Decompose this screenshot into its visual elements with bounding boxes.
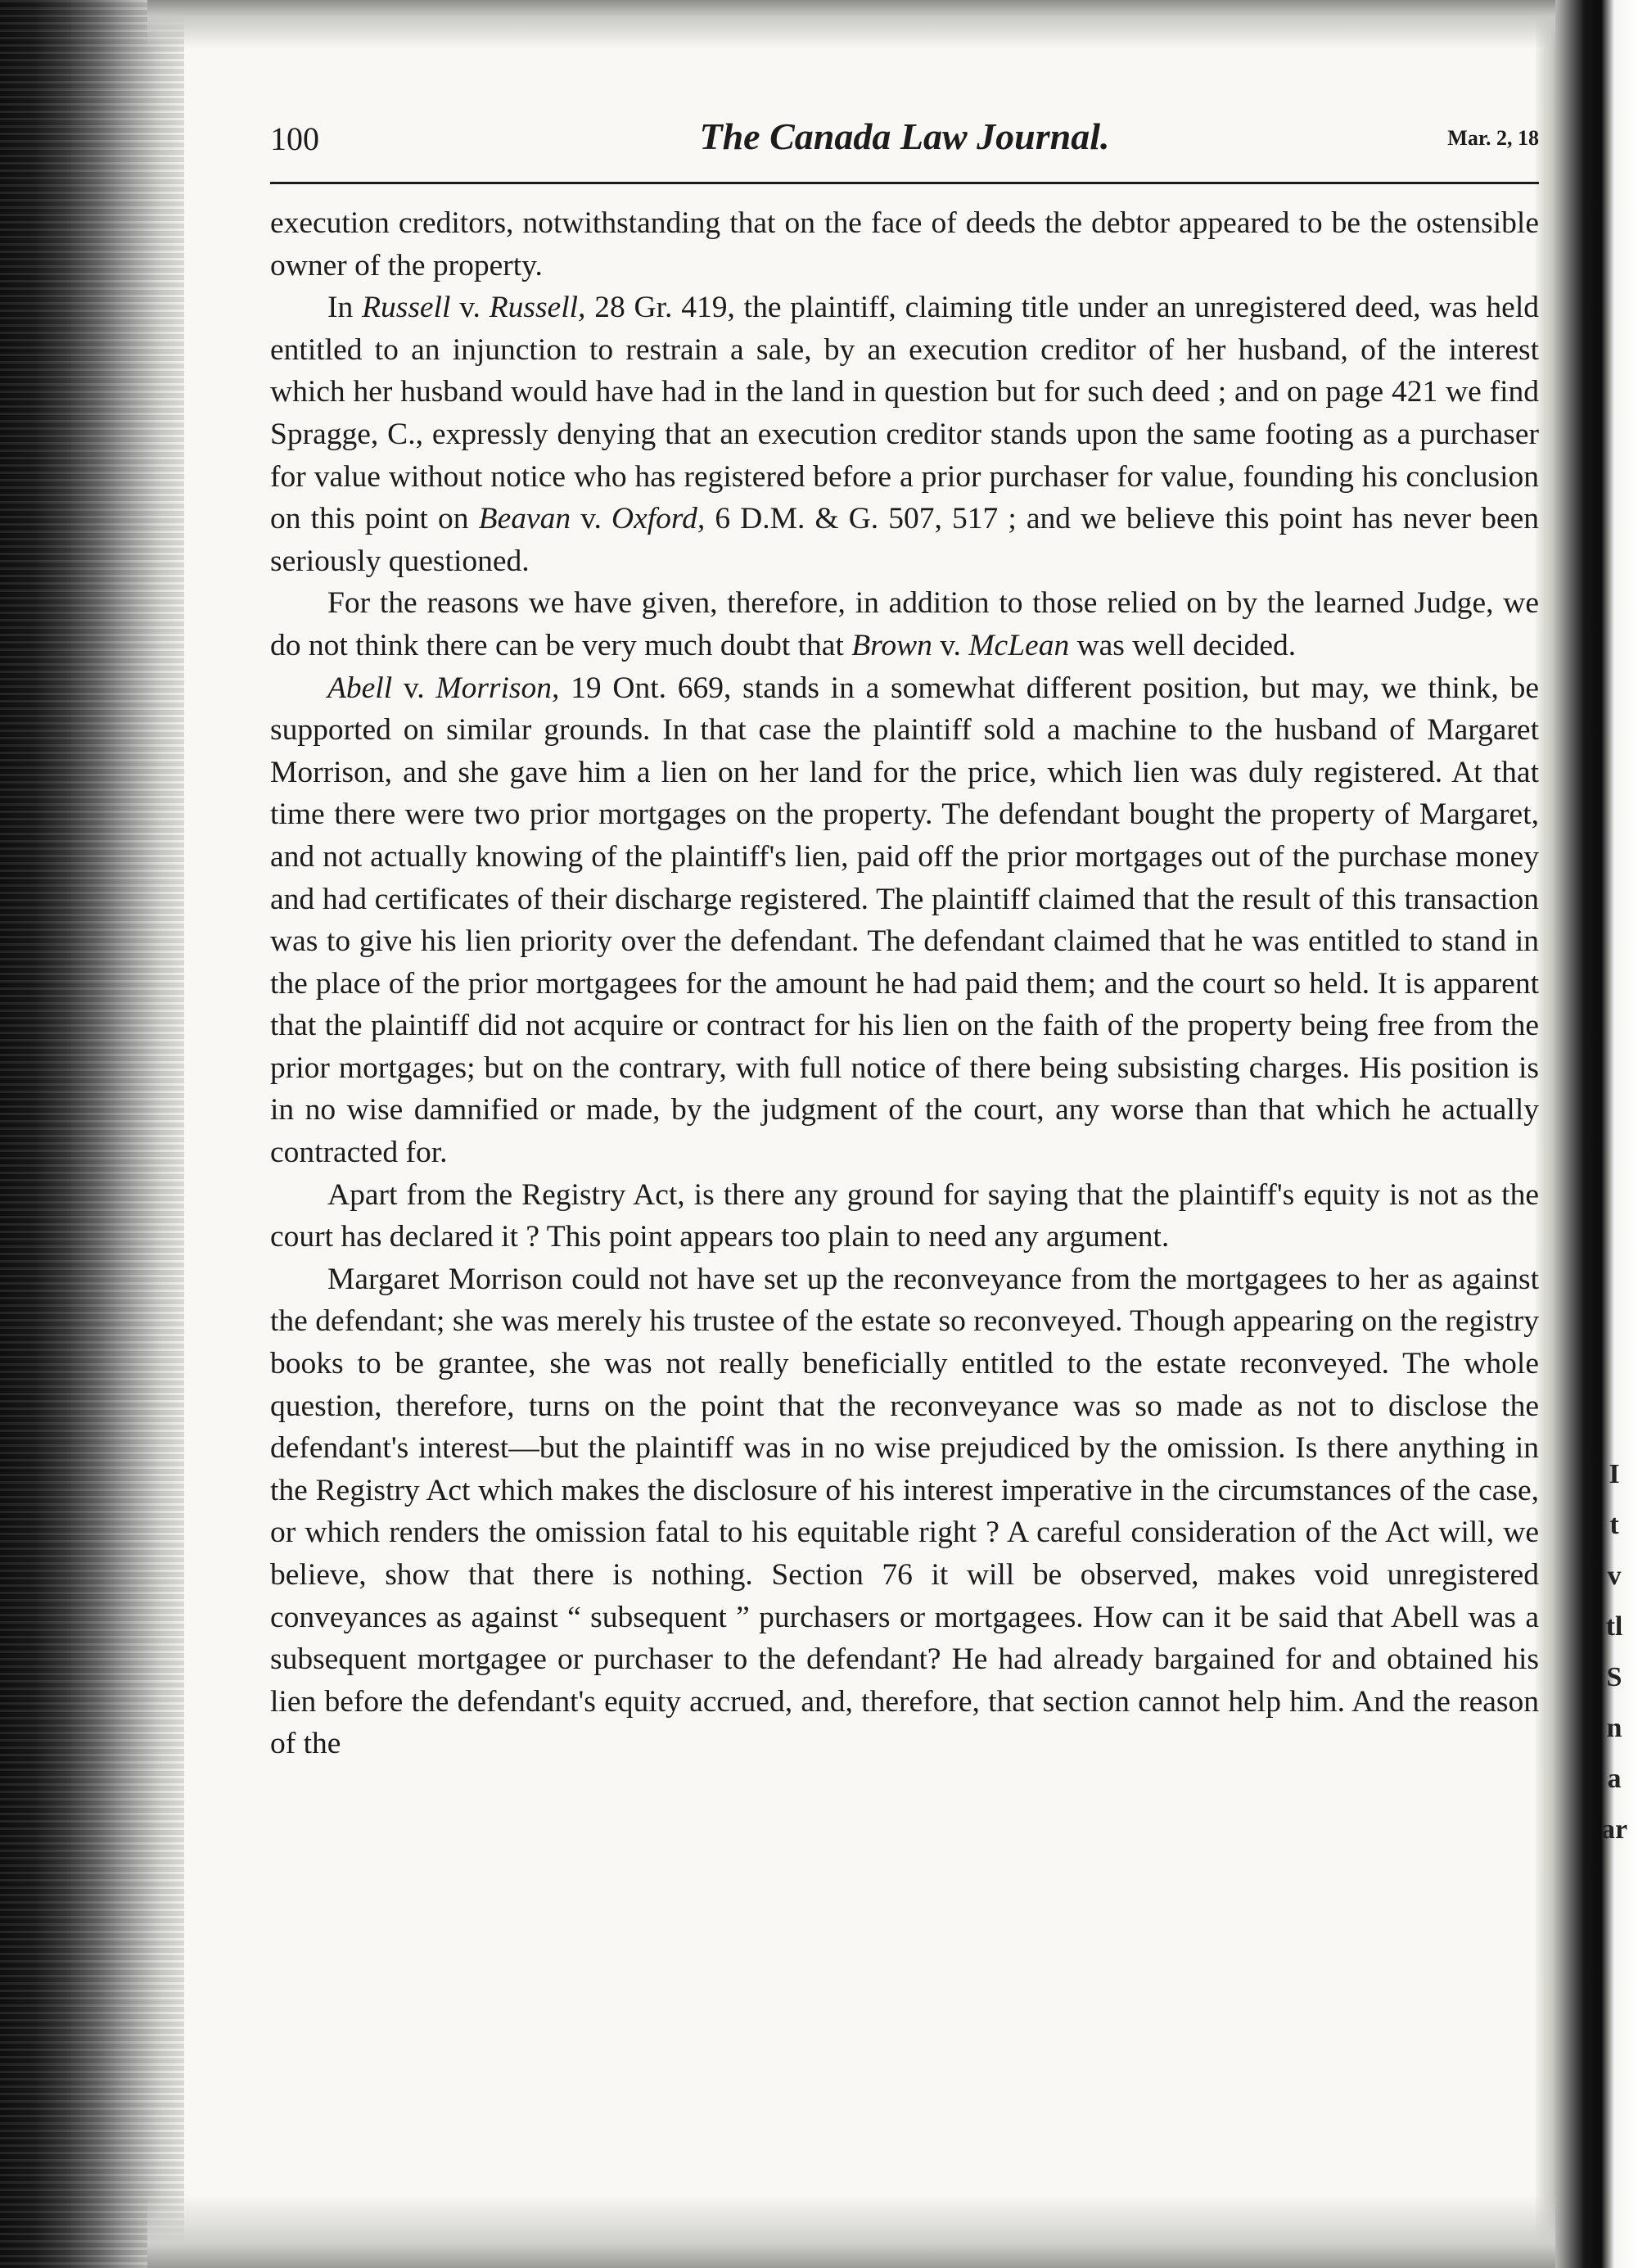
paragraph-4 [270, 667, 1539, 1174]
text-run: v. [450, 291, 490, 325]
margin-fragment: S [1606, 1662, 1622, 1692]
margin-fragment: n [1606, 1713, 1622, 1743]
text-run: 19 Ont. 669, stands in a somewhat different position, but may, we think, be supported on similar grounds. In that case the plaintiff sold a machine to the husband of Margaret Morrison, and she gave him a lien on her land for the price, which lien was duly registered. At that time there were two prior mortgages on the property. The defendant bought the property of Margaret, and not actually knowing of the plaintiff's lien, paid off the prior mortgages out of the purchase money and had certificates of their discharge registered. The plaintiff claimed that the result of this transaction was to give his lien priority over the defendant. The defendant claimed that he was entitled to stand in the place of the prior mortgagees for the amount he had paid them; and the court so held. It is apparent that the plaintiff did not acquire or contract for his lien on the faith of the property being free from the prior mortgages; but on the contrary, with full notice of there being subsisting charges. His position is in no wise damnified or made, by the judgment of the court, any worse than that which he actually contracted for. [270, 671, 1539, 1170]
margin-fragment: a [1607, 1764, 1622, 1794]
case-name: Abell [327, 671, 393, 705]
case-name: Morrison, [435, 671, 560, 705]
text-run: v. [932, 628, 969, 662]
adjacent-page-fragments [1598, 1449, 1631, 1855]
paragraph-2 [270, 287, 1539, 582]
page-edge-bottom [147, 2194, 1555, 2268]
text-run: 28 Gr. 419, the plaintiff, claiming title under an unregistered deed, was held entitled to an injunction to restrain a sale, by an execution creditor of her husband, of the interest which her husband would have had in the land in question but for such deed ; and on page 421 we find Spragge, C., expressly denying that an execution creditor stands upon the same footing as a purchaser for value without notice who has registered before a prior purchaser for value, founding his conclusion on this point on [270, 291, 1539, 536]
case-name: Oxford, [611, 502, 706, 536]
text-run: v. [571, 502, 611, 536]
case-name: Russell [362, 291, 451, 325]
running-head [270, 115, 1539, 164]
margin-fragment: ar [1600, 1814, 1628, 1845]
page-number: 100 [270, 120, 319, 157]
margin-fragment: v [1607, 1561, 1622, 1591]
text-run: For the reasons we have given, therefore, in addition to those relied on by the learned Judge, we do not think there can be very much doubt that [270, 586, 1539, 662]
journal-title: The Canada Law Journal. [699, 115, 1110, 157]
case-name: Beavan [478, 502, 571, 536]
text-run: execution creditors, notwithstanding that on the face of deeds the debtor appeared to be the ostensible owner of the property. [270, 206, 1539, 282]
margin-fragment: I [1609, 1459, 1620, 1489]
page-edge-right [1536, 0, 1638, 2268]
margin-fragment: t [1609, 1510, 1619, 1540]
case-name: Russell, [489, 291, 586, 325]
case-name: McLean [968, 628, 1070, 662]
text-run: Margaret Morrison could not have set up the reconveyance from the mortgagees to her as against the defendant; she was merely his trustee of the estate so reconveyed. Though appearing on the registry books to be grantee, she was not really beneficially entitled to the estate reconveyed. The whole question, therefore, turns on the point that the reconveyance was so made as not to disclose the defendant's interest—but the plaintiff was in no wise prejudiced by the omission. Is there anything in the Registry Act which makes the disclosure of his interest imperative in the circumstances of the case, or which renders the omission fatal to his equitable right ? A careful consideration of the Act will, we believe, show that there is nothing. Section 76 it will be observed, makes void unregistered conveyances as against “ subsequent ” purchasers or mortgagees. How can it be said that Abell was a subsequent mortgagee or purchaser to the defendant? He had already bargained for and obtained his lien before the defendant's equity accrued, and, therefore, that section cannot help him. And the reason of the [270, 1262, 1539, 1761]
page-content [270, 115, 1539, 1765]
text-run: v. [392, 671, 436, 705]
margin-fragment: tl [1605, 1611, 1623, 1642]
text-run: was well decided. [1069, 628, 1297, 662]
paragraph-5 [270, 1174, 1539, 1258]
paragraph-1 [270, 202, 1539, 287]
text-run: 6 D.M. & G. 507, 517 ; and we believe this point has never been seriously questioned. [270, 502, 1539, 578]
issue-date: Mar. 2, 18 [1447, 126, 1539, 150]
binding-shadow-left [0, 0, 184, 2268]
case-name: Brown [851, 628, 932, 662]
paragraph-6 [270, 1258, 1539, 1765]
paragraph-3 [270, 582, 1539, 666]
text-run: Apart from the Registry Act, is there any ground for saying that the plaintiff's equity is not as the court has declared it ? This point appears too plain to need any argument. [270, 1177, 1539, 1254]
page-edge-top [147, 0, 1555, 49]
header-rule [270, 182, 1539, 184]
text-run: In [327, 291, 363, 325]
article-body [270, 202, 1539, 1765]
